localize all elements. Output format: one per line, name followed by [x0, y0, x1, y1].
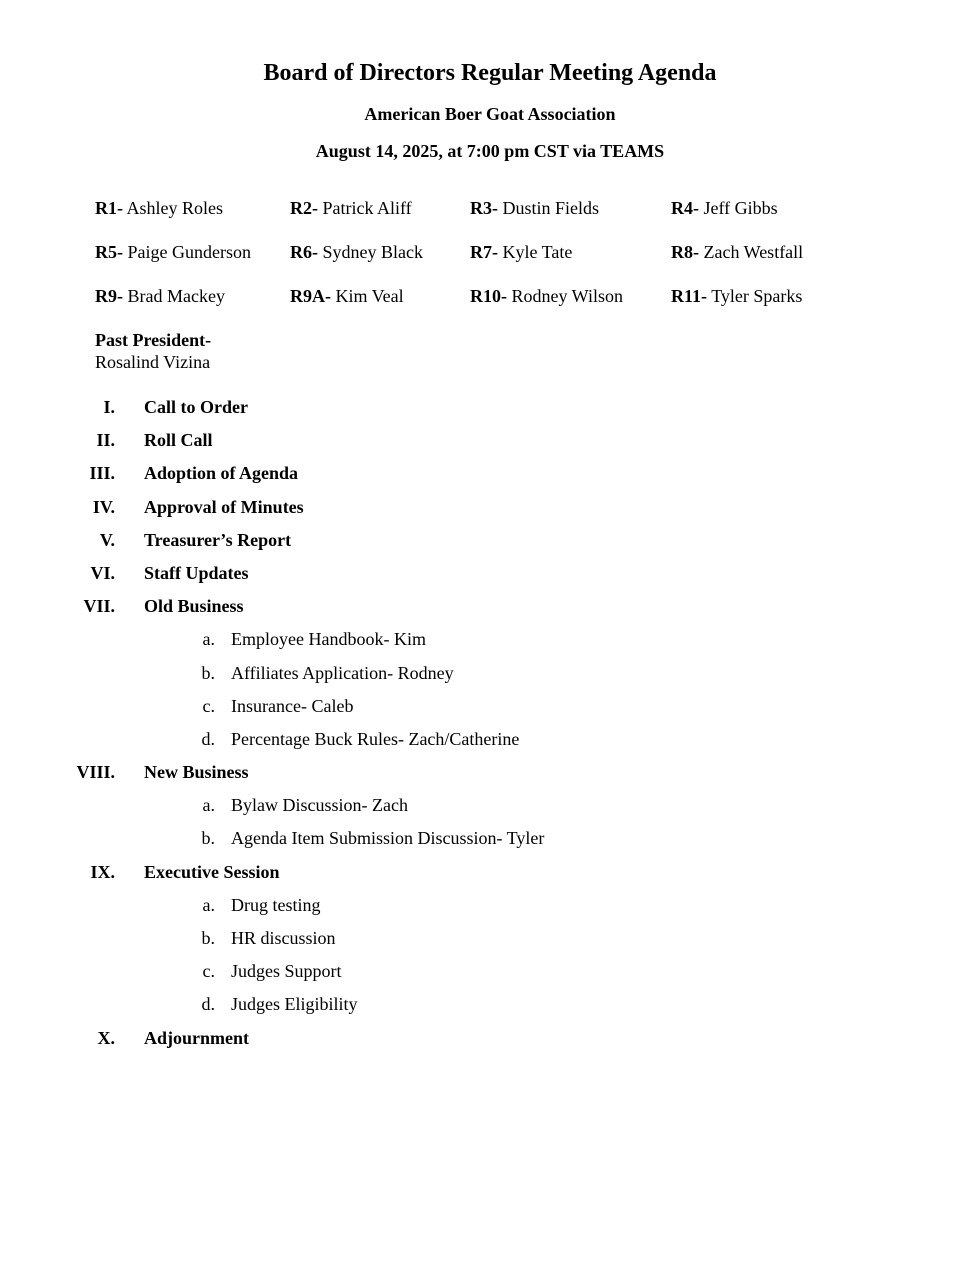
agenda-subitem	[0, 694, 980, 727]
past-president-label: Past President-	[95, 330, 212, 350]
agenda-item	[0, 461, 980, 494]
subitem-letter: a.	[202, 795, 215, 816]
agenda-item	[0, 428, 980, 461]
agenda-list	[0, 395, 980, 1059]
agenda-item-label: New Business	[144, 762, 249, 783]
agenda-item	[0, 594, 980, 627]
agenda-subitem	[0, 959, 980, 992]
roster-member	[95, 284, 225, 308]
subitem-letter: d.	[201, 994, 215, 1015]
region-label: R3-	[470, 198, 498, 218]
roster-member	[671, 240, 803, 264]
roster-row	[95, 240, 895, 284]
roster-member	[671, 196, 778, 220]
region-label: R6-	[290, 242, 318, 262]
agenda-item-number: V.	[99, 529, 115, 550]
agenda-item	[0, 395, 980, 428]
region-label: R9-	[95, 286, 123, 306]
member-name: Brad Mackey	[127, 286, 225, 306]
agenda-subitem	[0, 661, 980, 694]
agenda-subitem	[0, 826, 980, 859]
page-title: Board of Directors Regular Meeting Agenda	[263, 60, 717, 86]
member-name: Tyler Sparks	[711, 286, 803, 306]
member-name: Patrick Aliff	[322, 198, 412, 218]
agenda-item-label: Staff Updates	[144, 562, 249, 583]
region-label: R5-	[95, 242, 123, 262]
agenda-item-label: Old Business	[144, 596, 244, 617]
agenda-item-label: Adoption of Agenda	[144, 463, 299, 484]
agenda-subitem	[0, 992, 980, 1025]
region-label: R10-	[470, 286, 507, 306]
subitem-label: Percentage Buck Rules- Zach/Catherine	[231, 728, 520, 749]
subitem-letter: d.	[201, 728, 215, 749]
subitem-letter: a.	[202, 894, 215, 915]
region-label: R7-	[470, 242, 498, 262]
past-president	[95, 329, 211, 373]
agenda-item-label: Executive Session	[144, 861, 280, 882]
agenda-item-number: II.	[96, 430, 115, 451]
agenda-item-number: VII.	[83, 596, 115, 617]
subitem-label: Judges Eligibility	[231, 994, 358, 1015]
agenda-subitem	[0, 893, 980, 926]
roster-member	[671, 284, 802, 308]
roster-row	[95, 196, 895, 240]
agenda-item-label: Roll Call	[144, 430, 213, 451]
subitem-label: Agenda Item Submission Discussion- Tyler	[231, 828, 545, 849]
subitem-label: Judges Support	[231, 961, 342, 982]
agenda-subitem	[0, 727, 980, 760]
agenda-item-number: VI.	[90, 562, 115, 583]
subitem-label: Employee Handbook- Kim	[231, 629, 426, 650]
agenda-item	[0, 1026, 980, 1059]
member-name: Kim Veal	[335, 286, 404, 306]
agenda-item-number: IV.	[92, 496, 115, 517]
region-label: R11-	[671, 286, 707, 306]
agenda-item	[0, 760, 980, 793]
roster-member	[290, 240, 423, 264]
subitem-label: Affiliates Application- Rodney	[231, 662, 454, 683]
agenda-subitem	[0, 627, 980, 660]
subitem-label: Bylaw Discussion- Zach	[231, 795, 408, 816]
region-label: R2-	[290, 198, 318, 218]
member-name: Paige Gunderson	[127, 242, 251, 262]
member-name: Rodney Wilson	[511, 286, 623, 306]
agenda-subitem	[0, 793, 980, 826]
roster-member	[95, 196, 223, 220]
roster-member	[470, 196, 599, 220]
agenda-item-number: III.	[89, 463, 115, 484]
region-label: R9A-	[290, 286, 331, 306]
roster-member	[95, 240, 251, 264]
board-roster	[95, 196, 895, 328]
agenda-item-number: X.	[97, 1027, 115, 1048]
subitem-letter: c.	[202, 961, 215, 982]
member-name: Kyle Tate	[502, 242, 573, 262]
agenda-item-label: Approval of Minutes	[144, 496, 304, 517]
roster-row	[95, 284, 895, 328]
member-name: Dustin Fields	[502, 198, 600, 218]
region-label: R1-	[95, 198, 123, 218]
agenda-item-number: I.	[103, 397, 115, 417]
past-president-name: Rosalind Vizina	[95, 352, 211, 372]
region-label: R4-	[671, 198, 699, 218]
roster-member	[290, 196, 412, 220]
member-name: Ashley Roles	[126, 198, 224, 218]
agenda-item	[0, 860, 980, 893]
agenda-item	[0, 495, 980, 528]
subitem-label: HR discussion	[231, 928, 336, 948]
subitem-letter: c.	[202, 695, 215, 716]
agenda-item-label: Call to Order	[144, 397, 248, 417]
organization-name: American Boer Goat Association	[364, 104, 616, 124]
meeting-date-line: August 14, 2025, at 7:00 pm CST via TEAMS	[315, 141, 665, 161]
agenda-subitem	[0, 926, 980, 959]
agenda-item-label: Treasurer’s Report	[144, 529, 292, 550]
roster-member	[290, 284, 404, 308]
member-name: Jeff Gibbs	[703, 198, 778, 218]
region-label: R8-	[671, 242, 699, 262]
roster-member	[470, 240, 572, 264]
subitem-letter: b.	[201, 828, 215, 849]
agenda-item	[0, 528, 980, 561]
subitem-letter: b.	[201, 662, 215, 683]
agenda-item-number: VIII.	[76, 762, 115, 783]
member-name: Sydney Black	[322, 242, 423, 262]
subitem-letter: a.	[202, 629, 215, 650]
member-name: Zach Westfall	[703, 242, 804, 262]
subitem-label: Insurance- Caleb	[231, 695, 354, 716]
subitem-letter: b.	[201, 928, 215, 948]
agenda-item	[0, 561, 980, 594]
agenda-item-label: Adjournment	[144, 1027, 250, 1048]
agenda-item-number: IX.	[90, 861, 115, 882]
subitem-label: Drug testing	[231, 894, 321, 915]
roster-member	[470, 284, 623, 308]
